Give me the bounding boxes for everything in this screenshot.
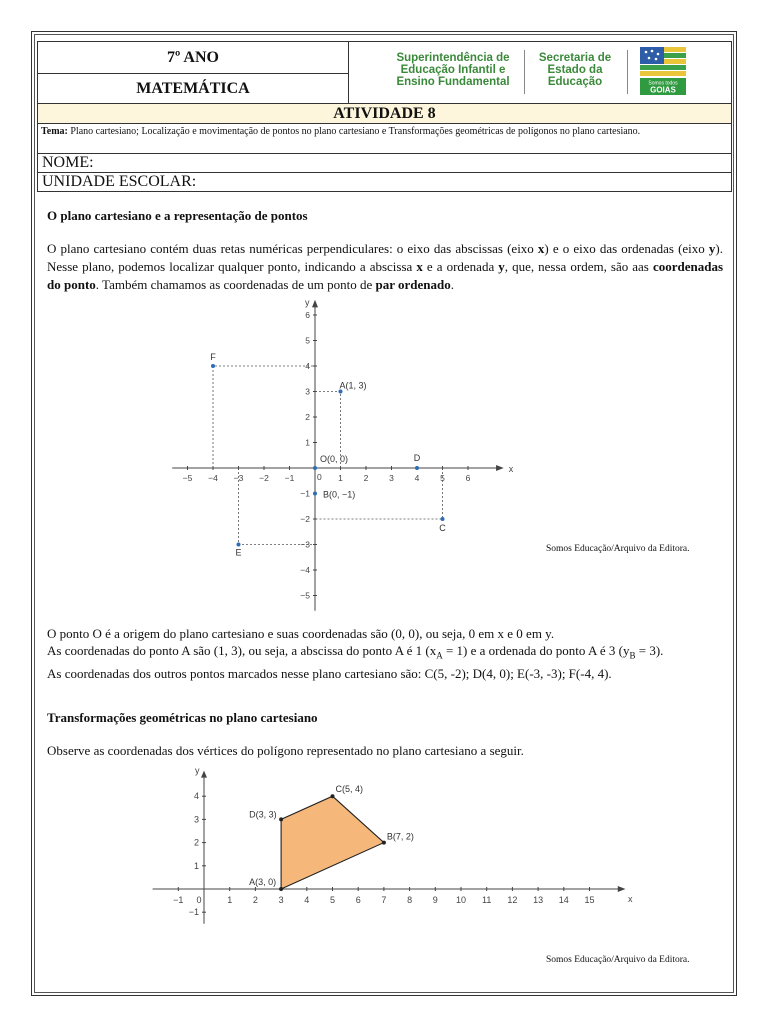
- section2-title: Transformações geométricas no plano cartesiano: [47, 710, 318, 725]
- activity-title: ATIVIDADE 8: [38, 104, 732, 124]
- point-label: D: [413, 453, 421, 463]
- point-marker: [237, 543, 241, 547]
- x-tick-label: 2: [252, 895, 258, 905]
- x-tick-label: −1: [284, 473, 295, 483]
- y-tick-label: 1: [305, 437, 310, 448]
- y-tick-label: −3: [300, 539, 310, 550]
- polygon-shape: [281, 796, 384, 889]
- dashed-guide: [213, 366, 315, 468]
- y-tick-label: 1: [193, 860, 199, 871]
- x-tick-label: 0: [196, 895, 202, 905]
- x-tick-label: 8: [407, 895, 413, 905]
- point-marker: [415, 466, 419, 470]
- x-tick-label: 9: [432, 895, 438, 905]
- logo-divider: [524, 50, 525, 94]
- vertex-marker: [279, 887, 283, 891]
- x-tick-label: 4: [304, 895, 310, 905]
- x-tick-label: 15: [584, 895, 595, 905]
- goias-flag-logo: [638, 45, 688, 97]
- x-axis-label: x: [508, 464, 514, 474]
- x-tick-label: 7: [381, 895, 387, 905]
- y-tick-label: 3: [193, 814, 199, 825]
- y-tick-label: 6: [305, 310, 310, 320]
- x-axis-arrow: [618, 886, 626, 892]
- y-tick-label: −4: [300, 565, 310, 575]
- x-tick-label: 11: [482, 895, 492, 905]
- unidade-escolar-field[interactable]: UNIDADE ESCOLAR:: [38, 173, 732, 192]
- x-tick-label: 1: [338, 473, 343, 483]
- x-tick-label: 12: [507, 895, 518, 905]
- x-tick-label: 5: [329, 895, 336, 905]
- y-tick-label: −1: [300, 488, 310, 499]
- flag-text-1: Somos todos: [648, 80, 678, 87]
- section1-paragraph: O plano cartesiano contém duas retas numéricas perpendiculares: o eixo das abscissas (eixo x) e o eixo das ordenadas (eixo y). Nesse plano, podemos localizar qualquer ponto, indicando a abscissa x e a ordenada y, que, nessa ordem, são aas coordenadas do ponto. Também chamamos as coordenadas de um ponto de par ordenado.: [47, 241, 723, 292]
- tema-text: Plano cartesiano; Localização e movimentação de pontos no plano cartesiano e Transformações geométricas de polígonos no plano cartesiano.: [70, 126, 641, 137]
- tema-label: Tema:: [41, 126, 68, 137]
- point-marker: [441, 517, 445, 521]
- point-label: O(0, 0): [320, 454, 349, 464]
- vertex-label: C(5, 4): [335, 784, 364, 795]
- y-tick-label: −1: [188, 907, 199, 918]
- nome-field[interactable]: NOME:: [38, 154, 732, 173]
- vertex-label: A(3, 0): [249, 877, 277, 887]
- superintendencia-logo: Superintendência de Educação Infantil e Ensino Fundamental: [396, 52, 510, 88]
- y-axis-label: y: [195, 765, 200, 776]
- x-tick-label: 6: [355, 895, 361, 905]
- dashed-guide: [239, 468, 316, 545]
- x-tick-label: −4: [208, 473, 218, 483]
- point-label: C: [439, 523, 446, 533]
- origin-paragraph: O ponto O é a origem do plano cartesiano e suas coordenadas são (0, 0), ou seja, 0 em x e 0 em y. As coordenadas do ponto A são (1, 3), ou seja, a abscissa do ponto A é 1 $(x_A = 1)$ e a ordenada do ponto A é 3 $(y_B = 3)$. As coordenadas dos outros pontos marcados nesse plano cartesiano são: C(5, -2); D(4, 0); E(-3, -3); F(-4, 4).: [47, 626, 664, 681]
- cartesian-plane-chart: [160, 297, 514, 605]
- x-tick-label: −1: [173, 895, 184, 905]
- y-axis-arrow: [201, 771, 207, 778]
- point-label: F: [210, 352, 216, 362]
- x-tick-label: −3: [233, 473, 244, 483]
- section2-paragraph: Observe as coordenadas dos vértices do polígono representado no plano cartesiano a seguir.: [47, 743, 524, 758]
- x-tick-label: −2: [259, 473, 269, 483]
- grade-cell: [38, 42, 349, 74]
- grade-label: 7º ANO: [167, 48, 219, 66]
- x-tick-label: 5: [440, 473, 445, 483]
- image-credit-2: Somos Educação/Arquivo da Editora.: [546, 955, 690, 965]
- point-marker: [313, 492, 317, 496]
- x-tick-label: 2: [363, 473, 369, 483]
- x-tick-label: 4: [414, 473, 420, 483]
- point-label: B(0, −1): [323, 489, 356, 500]
- secretaria-logo: Secretaria de Estado da Educação: [538, 52, 612, 88]
- logo-divider-2: [627, 50, 628, 94]
- y-axis-label: y: [305, 297, 310, 308]
- y-tick-label: 2: [193, 837, 199, 848]
- x-tick-label: 10: [455, 895, 467, 905]
- y-tick-label: 2: [305, 412, 310, 422]
- vertex-marker: [382, 841, 386, 845]
- x-axis-label: x: [628, 894, 633, 904]
- x-tick-label: 1: [227, 895, 233, 905]
- image-credit-1: Somos Educação/Arquivo da Editora.: [546, 544, 690, 554]
- y-tick-label: 4: [193, 791, 199, 802]
- vertex-marker: [331, 794, 335, 798]
- origin-tick-label: 0: [317, 472, 322, 482]
- y-tick-label: −2: [300, 514, 310, 524]
- tema-cell: [38, 124, 732, 154]
- x-tick-label: −5: [182, 473, 193, 483]
- polygon-plane-chart: [148, 765, 633, 925]
- x-tick-label: 3: [278, 895, 284, 905]
- subject-label: MATEMÁTICA: [136, 79, 250, 97]
- subject-cell: [38, 74, 349, 104]
- y-tick-label: 3: [305, 386, 310, 397]
- point-label: A(1, 3): [339, 380, 367, 391]
- x-tick-label: 3: [389, 473, 394, 483]
- point-marker: [313, 466, 317, 470]
- flag-text-2: GOIAS: [650, 85, 676, 95]
- y-tick-label: −5: [300, 590, 310, 601]
- point-marker: [211, 364, 215, 368]
- vertex-label: D(3, 3): [249, 809, 277, 820]
- x-tick-label: 6: [465, 473, 471, 483]
- y-tick-label: 4: [305, 361, 310, 371]
- x-tick-label: 14: [558, 895, 569, 905]
- section1-title: O plano cartesiano e a representação de pontos: [47, 208, 308, 223]
- vertex-label: B(7, 2): [386, 831, 414, 842]
- y-tick-label: 5: [305, 335, 310, 346]
- x-tick-label: 13: [533, 895, 544, 905]
- vertex-marker: [279, 817, 283, 821]
- point-label: E: [235, 547, 242, 558]
